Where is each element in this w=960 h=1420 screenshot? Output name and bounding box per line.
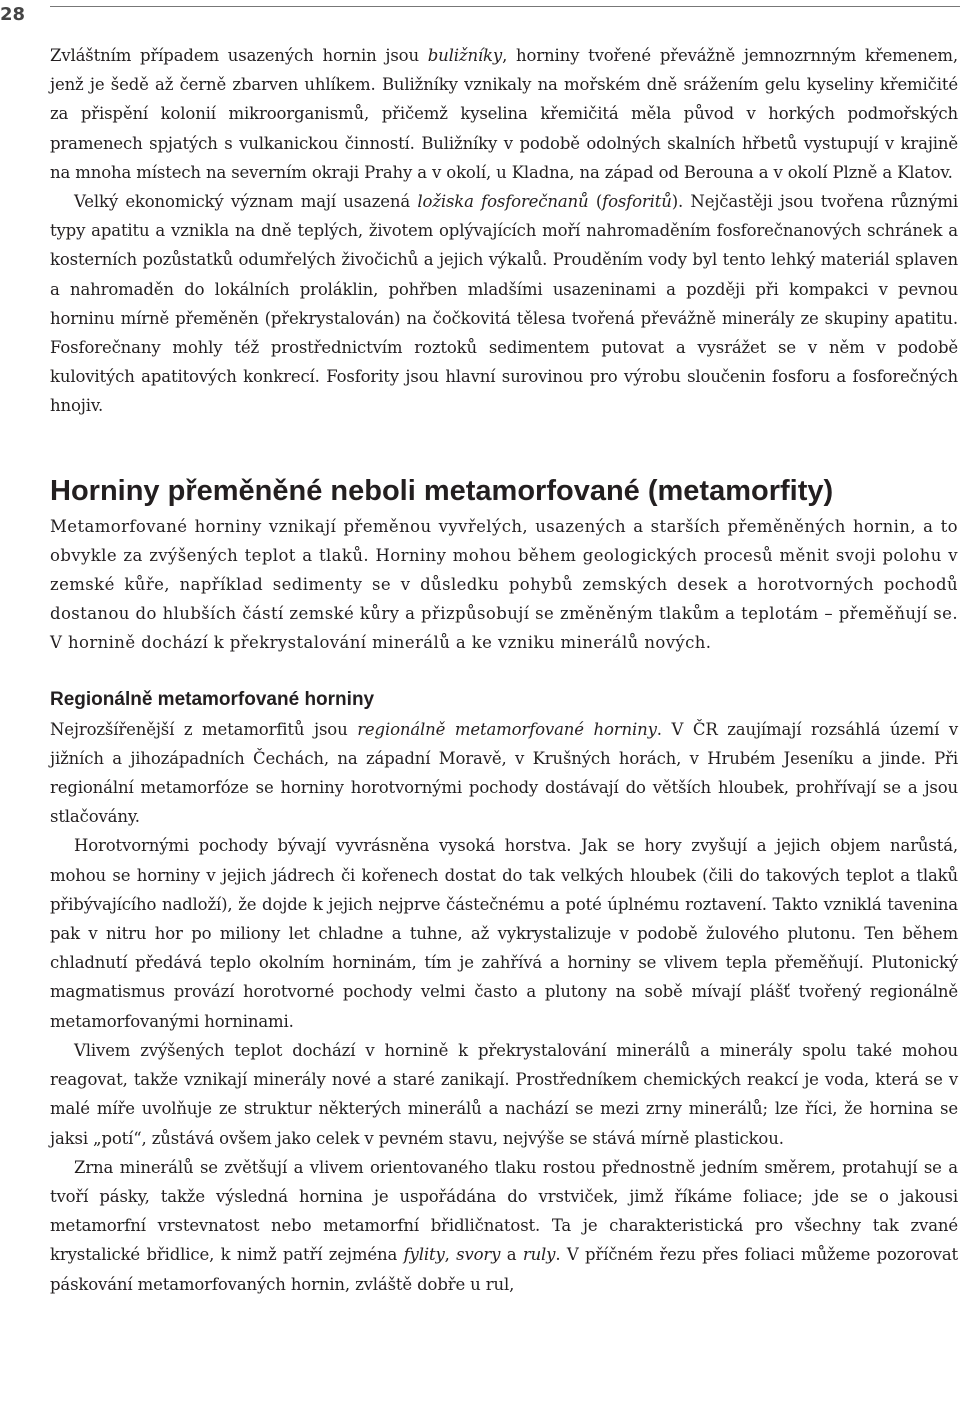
italic-term: ruly bbox=[522, 1245, 556, 1265]
italic-term: buližníky bbox=[427, 46, 503, 65]
text-run: Nejrozšířenější z metamorfitů jsou bbox=[50, 719, 358, 739]
italic-term: fylity bbox=[403, 1245, 445, 1265]
text-run: ). Nejčastěji jsou tvořena různými typy apatitu a vznikla na dně teplých, životem oplývajících moří nahromaděním fosforečnanových schránek a kosterních pozůstatků odumřelých živočichů a jejich výkalů. Prouděním vody byl tento lehký materiál splaven a nahromaděn do lokálních proláklin, pohřben mladšími usazeninami a později při kompakci v pevnou horninu mírně přeměněn (překrystalován) na čočkovitá tělesa tvořená převážně minerály ze skupiny apatitu. Fosforečnany mohly též prostřednictvím roztoků sedimentem putovat a vysrážet se v něm v podobě kulovitých apatitových konkrecí. Fosfority jsou hlavní surovinou pro výrobu sloučenin fosforu a fosforečných hnojiv. bbox=[50, 192, 959, 416]
text-run: Zrna minerálů se zvětšují a vlivem orientovaného tlaku rostou přednostně jedním směrem, protahují se a tvoří pásky, takže výsledná hornina je uspořádána do vrstviček, jimž říkáme foliace; jde se o jakousi metamorfní vrstevnatost nebo metamorfní břidličnatost. Ta je charakteristická pro všechny tak zvané krystalické břidlice, k nimž patří zejména bbox=[50, 1157, 958, 1265]
text-run: . V příčném řezu přes foliaci můžeme pozorovat páskování metamorfovaných hornin, zvláště dobře u rul, bbox=[50, 1245, 958, 1294]
italic-term: ložiska fosforečnanů bbox=[417, 192, 589, 212]
text-run: Velký ekonomický význam mají usazená bbox=[74, 192, 418, 212]
text-run: . V ČR zaujímají rozsáhlá území v jižních a jihozápadních Čechách, na západní Moravě, v Krušných horách, v Hrubém Jeseníku a jinde. Při regionální metamorfóze se horniny horotvornými pochody dostávají do větších hloubek, prohřívají se a jsou stlačovány. bbox=[50, 719, 959, 827]
section-heading: Horniny přeměněné neboli metamorfované (metamorfity) bbox=[50, 474, 834, 507]
text-run: , horniny tvořené převážně jemnozrnným křemenem, jenž je šedě až černě zbarven uhlíkem. Buližníky vznikaly na mořském dně srážením gelu kyseliny křemičité za přispění kolonií mikroorganismů, přičemž kyselina křemičitá měla původ v horkých podmořských pramenech spjatých s vulkanickou činností. Buližníky v podobě odolných skalních hřbetů vystupují v krajině na mnoha místech na severním okraji Prahy a v okolí, u Kladna, na západ od Berouna a v okolí Plzně a Klatov. bbox=[50, 46, 958, 182]
text-run: Zvláštním případem usazených hornin jsou bbox=[50, 46, 428, 65]
page-content bbox=[50, 41, 958, 1299]
paragraph-regionalni bbox=[50, 715, 958, 832]
header-rule bbox=[50, 6, 960, 7]
paragraph-fosforecnany bbox=[50, 187, 958, 421]
italic-term: fosforitů bbox=[602, 192, 672, 212]
page-number: 28 bbox=[0, 4, 26, 25]
text-run: , bbox=[444, 1245, 457, 1265]
italic-term: svory bbox=[456, 1245, 501, 1265]
paragraph-buliznik bbox=[50, 41, 958, 187]
subsection-heading: Regionálně metamorfované horniny bbox=[50, 688, 375, 710]
paragraph-foliace bbox=[50, 1153, 958, 1299]
paragraph-horotvorne: Horotvornými pochody bývají vyvrásněna vysoká horstva. Jak se hory zvyšují a jejich objem narůstá, mohou se horniny v jejich jádrech či kořenech dostat do tak velkých hloubek (čili do takových teplot a tlaků přibývajícího nadloží), že dojde k jejich nejprve částečnému a poté úplnému roztavení. Takto vzniklá tavenina pak v nitru hor po miliony let chladne a tuhne, až vykrystalizuje v podobě žulového plutonu. Ten během chladnutí předává teplo okolním horninám, tím je zahřívá a horniny se vlivem tepla přeměňují. Plutonický magmatismus provází horotvorné pochody velmi často a plutony na sobě mívají plášť tvořený regionálně metamorfovanými horninami. bbox=[50, 836, 958, 1031]
paragraph-metamorfovane-intro: Metamorfované horniny vznikají přeměnou vyvřelých, usazených a starších přeměněných hornin, a to obvykle za zvýšených teplot a tlaků. Horniny mohou během geologických procesů měnit svoji polohu v zemské kůře, například sedimenty se v důsledku pohybů zemských desek a horotvorných pochodů dostanou do hlubších částí zemské kůry a přizpůsobují se změněným tlakům a teplotám – přeměňují se. V hornině dochází k překrystalování minerálů a ke vzniku minerálů nových. bbox=[50, 516, 958, 653]
text-run: a bbox=[500, 1245, 523, 1265]
italic-term: regionálně metamorfované horniny bbox=[357, 719, 657, 739]
text-run: ( bbox=[588, 192, 603, 212]
paragraph-prekrystalovani: Vlivem zvýšených teplot dochází v hornině k překrystalování minerálů a minerály spolu také mohou reagovat, takže vznikají minerály nové a staré zanikají. Prostředníkem chemických reakcí je voda, která se v malé míře uvolňuje ze struktur některých minerálů a nachází se mezi zrny minerálů; lze říci, že hornina se jaksi „potí“, zůstává ovšem jako celek v pevném stavu, nejvýše se stává mírně plastickou. bbox=[50, 1040, 958, 1148]
